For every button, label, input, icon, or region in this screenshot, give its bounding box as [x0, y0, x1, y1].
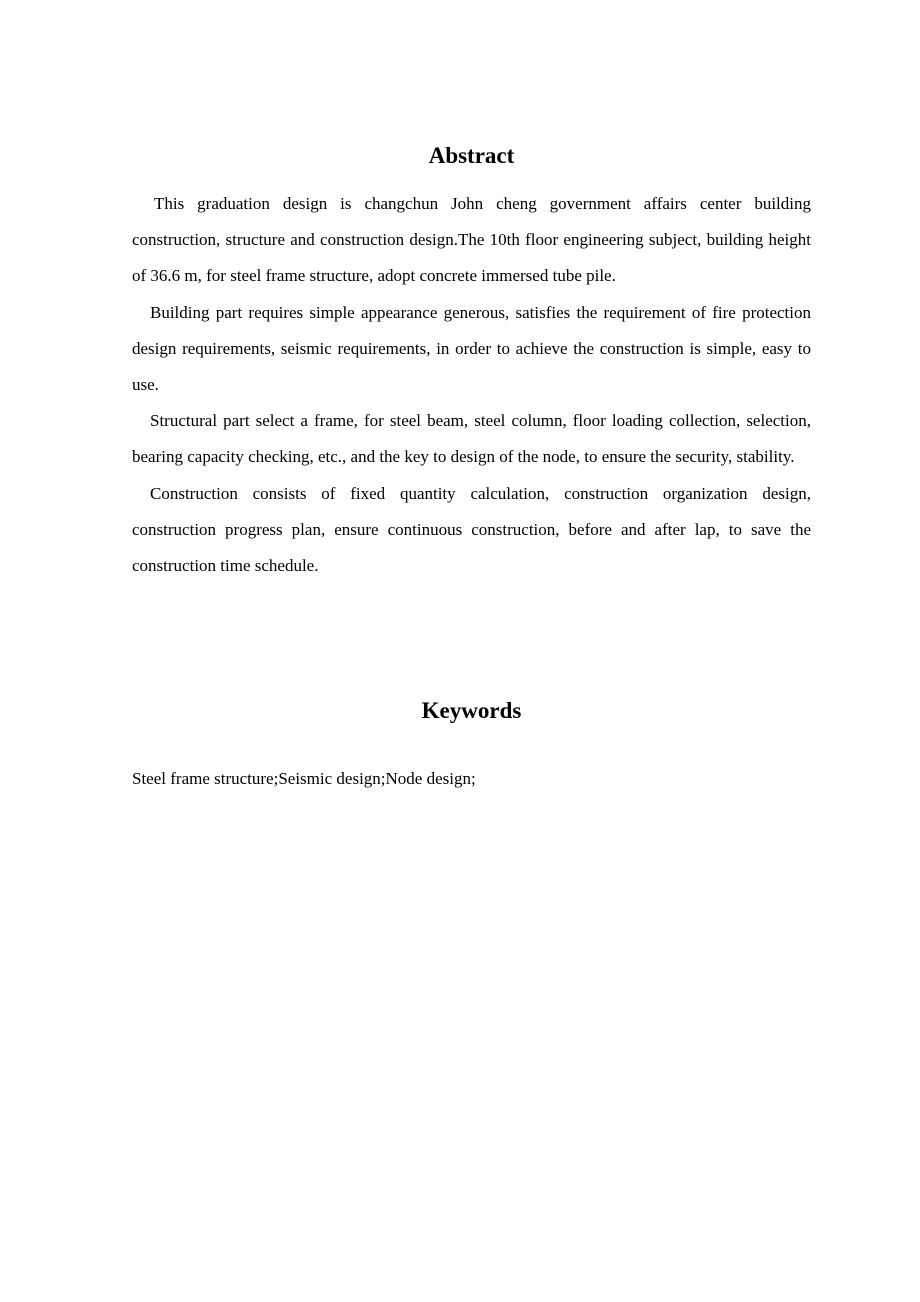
abstract-paragraph-3: Structural part select a frame, for steel beam, steel column, floor loading collection, selection, bearing capacity checking, etc., and the key to design of the node, to ensure the security, stability.	[132, 411, 811, 467]
abstract-section	[132, 140, 811, 584]
abstract-body	[132, 186, 811, 584]
abstract-paragraph-2: Building part requires simple appearance generous, satisfies the requirement of fire protection design requirements, seismic requirements, in order to achieve the construction is simple, easy to use.	[132, 302, 811, 395]
keywords-text: Steel frame structure;Seismic design;Node design;	[132, 769, 476, 788]
abstract-heading: Abstract	[428, 143, 515, 168]
keywords-heading: Keywords	[421, 698, 522, 723]
abstract-paragraph-1: This graduation design is changchun John cheng government affairs center building construction, structure and construction design.The 10th floor engineering subject, building height of 36.6 m, for steel frame structure, adopt concrete immersed tube pile.	[132, 194, 811, 286]
keywords-section	[132, 695, 811, 791]
abstract-paragraph-4: Construction consists of fixed quantity calculation, construction organization design, construction progress plan, ensure continuous construction, before and after lap, to save the construction time schedule.	[132, 483, 811, 576]
